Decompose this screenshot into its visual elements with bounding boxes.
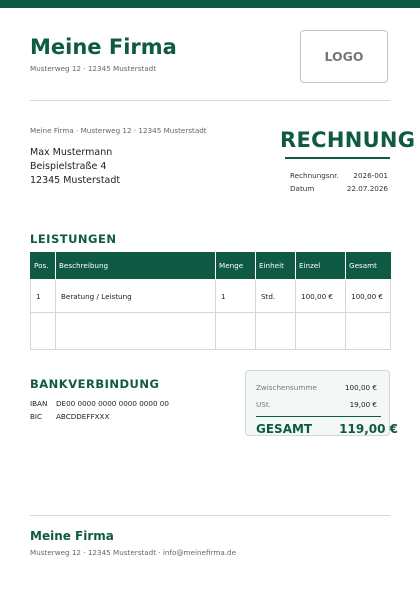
invoice-title-underline — [285, 157, 390, 159]
invoice-date-row — [290, 182, 388, 195]
recipient-city: 12345 Musterstadt — [30, 175, 121, 186]
cell-unit: Std. — [256, 280, 296, 313]
invoice-number-row — [290, 169, 388, 182]
bic-row — [30, 410, 169, 423]
vat-row — [256, 400, 377, 409]
cell-empty — [56, 313, 216, 350]
services-table — [30, 252, 391, 350]
iban-label: IBAN — [30, 399, 48, 408]
footer-company-name: Meine Firma — [30, 529, 114, 543]
cell-empty — [256, 313, 296, 350]
cell-quantity: 1 — [216, 280, 256, 313]
iban-row — [30, 397, 169, 410]
col-header-quantity: Menge — [216, 252, 256, 280]
table-row-empty — [31, 313, 391, 350]
services-table-header — [31, 252, 391, 280]
bic-label: BIC — [30, 412, 43, 421]
grand-total-value: 119,00 € — [339, 422, 398, 436]
col-header-unit: Einheit — [256, 252, 296, 280]
logo-placeholder — [300, 30, 388, 83]
subtotal-row — [256, 383, 377, 392]
col-header-unit-price: Einzel — [296, 252, 346, 280]
company-name: Meine Firma — [30, 35, 177, 59]
bank-section-title: BANKVERBINDUNG — [30, 377, 160, 391]
cell-empty — [31, 313, 56, 350]
invoice-date-label: Datum — [290, 184, 315, 193]
invoice-date: 22.07.2026 — [346, 184, 388, 193]
col-header-pos: Pos. — [31, 252, 56, 280]
logo-label: LOGO — [324, 49, 364, 64]
cell-empty — [346, 313, 391, 350]
table-row — [31, 280, 391, 313]
iban-value: DE00 0000 0000 0000 0000 00 — [56, 399, 169, 408]
totals-box — [245, 370, 398, 436]
cell-unit-price: 100,00 € — [296, 280, 346, 313]
grand-total-row — [256, 422, 398, 436]
col-header-total: Gesamt — [346, 252, 391, 280]
bic-value: ABCDDEFFXXX — [56, 412, 110, 421]
recipient-street: Beispielstraße 4 — [30, 161, 107, 172]
subtotal-value: 100,00 € — [344, 383, 377, 392]
cell-description: Beratung / Leistung — [56, 280, 216, 313]
bank-details — [30, 397, 169, 423]
cell-empty — [216, 313, 256, 350]
header-divider — [30, 100, 390, 101]
recipient-address — [30, 146, 120, 188]
recipient-name: Max Mustermann — [30, 147, 113, 158]
invoice-meta — [290, 169, 388, 195]
cell-total: 100,00 € — [346, 280, 391, 313]
services-section-title: LEISTUNGEN — [30, 232, 117, 246]
vat-label: USt. — [256, 400, 271, 409]
cell-empty — [296, 313, 346, 350]
invoice-title: RECHNUNG — [280, 128, 416, 152]
invoice-number: 2026-001 — [353, 171, 388, 180]
col-header-description: Beschreibung — [56, 252, 216, 280]
invoice-number-label: Rechnungsnr. — [290, 171, 339, 180]
subtotal-label: Zwischensumme — [256, 383, 317, 392]
top-accent-bar — [0, 0, 420, 8]
sender-return-line: Meine Firma · Musterweg 12 · 12345 Musterstadt — [30, 126, 207, 135]
vat-value: 19,00 € — [349, 400, 377, 409]
totals-divider — [256, 416, 381, 417]
company-address: Musterweg 12 · 12345 Musterstadt — [30, 64, 157, 73]
footer-divider — [30, 515, 390, 516]
footer-contact-line: Musterweg 12 · 12345 Musterstadt · info@meinefirma.de — [30, 548, 236, 557]
cell-pos: 1 — [31, 280, 56, 313]
grand-total-label: GESAMT — [256, 422, 313, 436]
